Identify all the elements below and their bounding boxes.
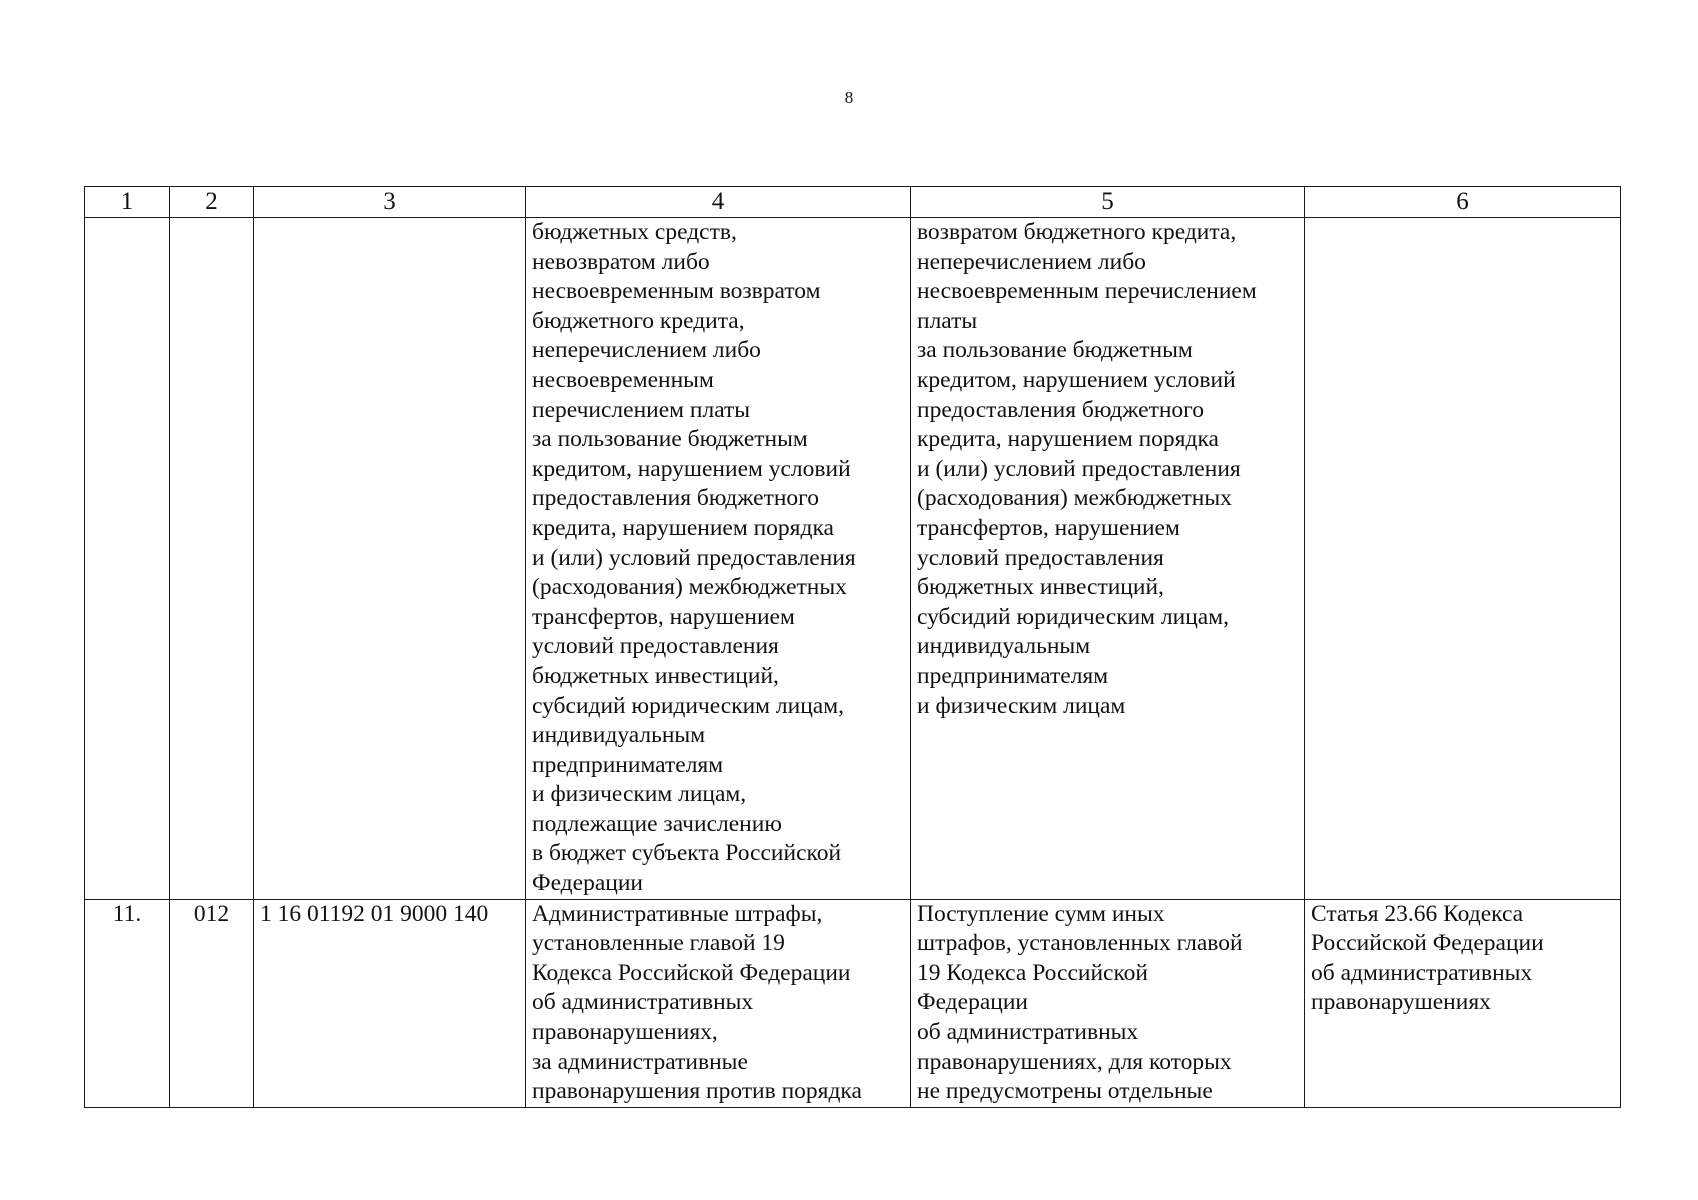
- text-line: трансфертов, нарушением: [917, 514, 1180, 541]
- text-line: Статья 23.66 Кодекса: [1311, 900, 1524, 927]
- text-line: кредитом, нарушением условий: [917, 366, 1236, 393]
- text-line: предоставления бюджетного: [532, 485, 819, 512]
- budget-classification-table: [84, 186, 1621, 1108]
- text-line: перечислением платы: [532, 396, 751, 423]
- text-line: об административных: [917, 1019, 1139, 1046]
- cell-budget-code: [254, 218, 526, 900]
- text-line: подлежащие зачислению: [532, 810, 782, 837]
- text-line: и физическим лицам,: [532, 781, 747, 808]
- column-header-5: 5: [911, 187, 1305, 218]
- text-line: Кодекса Российской Федерации: [532, 959, 851, 986]
- text-line: бюджетного кредита,: [532, 307, 745, 334]
- column-header-2: 2: [170, 187, 254, 218]
- text-line: установленные главой 19: [532, 930, 785, 957]
- cell-income-name: [526, 899, 911, 1107]
- cell-legal-basis: [1305, 218, 1621, 900]
- text-line: в бюджет субъекта Российской: [532, 840, 842, 867]
- text-line: кредитом, нарушением условий: [532, 455, 851, 482]
- cell-income-description: [911, 218, 1305, 900]
- cell-row-number: [85, 218, 170, 900]
- text-line: индивидуальным: [532, 722, 706, 749]
- text-line: 19 Кодекса Российской: [917, 959, 1149, 986]
- text-line: несвоевременным возвратом: [532, 278, 821, 305]
- table-row-continuation: [85, 218, 1621, 900]
- text-line: субсидий юридическим лицам,: [532, 692, 844, 719]
- text-line: штрафов, установленных главой: [917, 930, 1243, 957]
- text-line: неперечислением либо: [532, 337, 761, 364]
- column-header-6: 6: [1305, 187, 1621, 218]
- text-line: предоставления бюджетного: [917, 396, 1204, 423]
- text-line: субсидий юридическим лицам,: [917, 603, 1229, 630]
- cell-admin-code: 012: [170, 899, 254, 1107]
- text-line: несвоевременным перечислением: [917, 278, 1257, 305]
- text-line: трансфертов, нарушением: [532, 603, 795, 630]
- text-line: несвоевременным: [532, 366, 714, 393]
- text-line: и физическим лицам: [917, 692, 1126, 719]
- text-line: неперечислением либо: [917, 248, 1146, 275]
- text-line: возвратом бюджетного кредита,: [917, 219, 1237, 245]
- text-line: Российской Федерации: [1311, 930, 1544, 957]
- column-header-3: 3: [254, 187, 526, 218]
- text-line: правонарушениях,: [532, 1019, 718, 1046]
- text-line: об административных: [532, 989, 754, 1016]
- text-line: невозвратом либо: [532, 248, 710, 275]
- column-header-1: 1: [85, 187, 170, 218]
- text-line: (расходования) межбюджетных: [532, 574, 847, 601]
- text-line: предпринимателям: [532, 751, 724, 778]
- cell-legal-basis: [1305, 899, 1621, 1107]
- cell-budget-code: 1 16 01192 01 9000 140: [254, 899, 526, 1107]
- text-line: правонарушениях, для которых: [917, 1048, 1232, 1075]
- text-line: бюджетных инвестиций,: [917, 574, 1164, 601]
- text-line: и (или) условий предоставления: [532, 544, 856, 571]
- column-header-4: 4: [526, 187, 911, 218]
- text-line: Федерации: [532, 870, 643, 897]
- table-row-11: [85, 899, 1621, 1107]
- text-line: условий предоставления: [532, 633, 779, 660]
- text-line: бюджетных средств,: [532, 219, 737, 245]
- text-line: предпринимателям: [917, 662, 1109, 689]
- text-line: не предусмотрены отдельные: [917, 1078, 1213, 1105]
- text-line: за административные: [532, 1048, 748, 1075]
- cell-income-description: [911, 899, 1305, 1107]
- text-line: Административные штрафы,: [532, 900, 823, 927]
- text-line: правонарушениях: [1311, 989, 1491, 1016]
- text-line: за пользование бюджетным: [917, 337, 1193, 364]
- page-number: 8: [844, 88, 854, 107]
- text-line: за пользование бюджетным: [532, 426, 808, 453]
- text-line: и (или) условий предоставления: [917, 455, 1241, 482]
- text-line: платы: [917, 307, 978, 334]
- text-line: индивидуальным: [917, 633, 1091, 660]
- text-line: кредита, нарушением порядка: [532, 514, 834, 541]
- cell-income-name: [526, 218, 911, 900]
- text-line: (расходования) межбюджетных: [917, 485, 1232, 512]
- text-line: об административных: [1311, 959, 1533, 986]
- text-line: правонарушения против порядка: [532, 1078, 862, 1105]
- column-number-header-row: [85, 187, 1621, 218]
- text-line: условий предоставления: [917, 544, 1164, 571]
- cell-row-number: 11.: [85, 899, 170, 1107]
- cell-admin-code: [170, 218, 254, 900]
- text-line: Поступление сумм иных: [917, 900, 1165, 927]
- text-line: бюджетных инвестиций,: [532, 662, 779, 689]
- text-line: кредита, нарушением порядка: [917, 426, 1219, 453]
- text-line: Федерации: [917, 989, 1028, 1016]
